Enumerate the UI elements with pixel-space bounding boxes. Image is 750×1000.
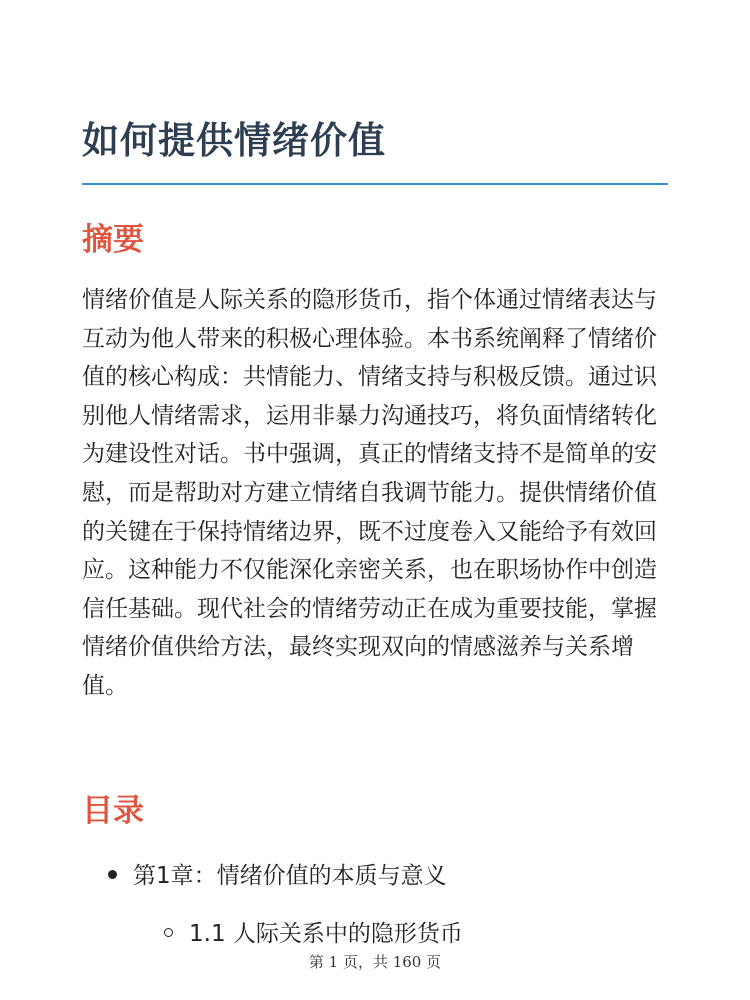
- toc-item-section-1-1[interactable]: [164, 914, 463, 954]
- toc-heading: 目录: [82, 793, 144, 829]
- toc-item-label: 第1章：情绪价值的本质与意义: [133, 863, 447, 889]
- toc-item-label: 1.1 人际关系中的隐形货币: [189, 921, 463, 947]
- title-divider: [82, 183, 668, 185]
- abstract-heading: 摘要: [82, 222, 144, 258]
- document-title: 如何提供情绪价值: [82, 119, 386, 162]
- toc-item-chapter-1[interactable]: [108, 856, 447, 896]
- abstract-paragraph: 情绪价值是人际关系的隐形货币，指个体通过情绪表达与互动为他人带来的积极心理体验。本书系统阐释了情绪价值的核心构成：共情能力、情绪支持与积极反馈。通过识别他人情绪需求，运用非暴力沟通技巧，将负面情绪转化为建设性对话。书中强调，真正的情绪支持不是简单的安慰，而是帮助对方建立情绪自我调节能力。提供情绪价值的关键在于保持情绪边界，既不过度卷入又能给予有效回应。这种能力不仅能深化亲密关系，也在职场协作中创造信任基础。现代社会的情绪劳动正在成为重要技能，掌握情绪价值供给方法，最终实现双向的情感滋养与关系增值。: [82, 287, 657, 699]
- hollow-bullet-icon: [164, 928, 173, 937]
- filled-bullet-icon: [108, 870, 117, 879]
- page-number-footer: 第 1 页，共 160 页: [308, 953, 442, 971]
